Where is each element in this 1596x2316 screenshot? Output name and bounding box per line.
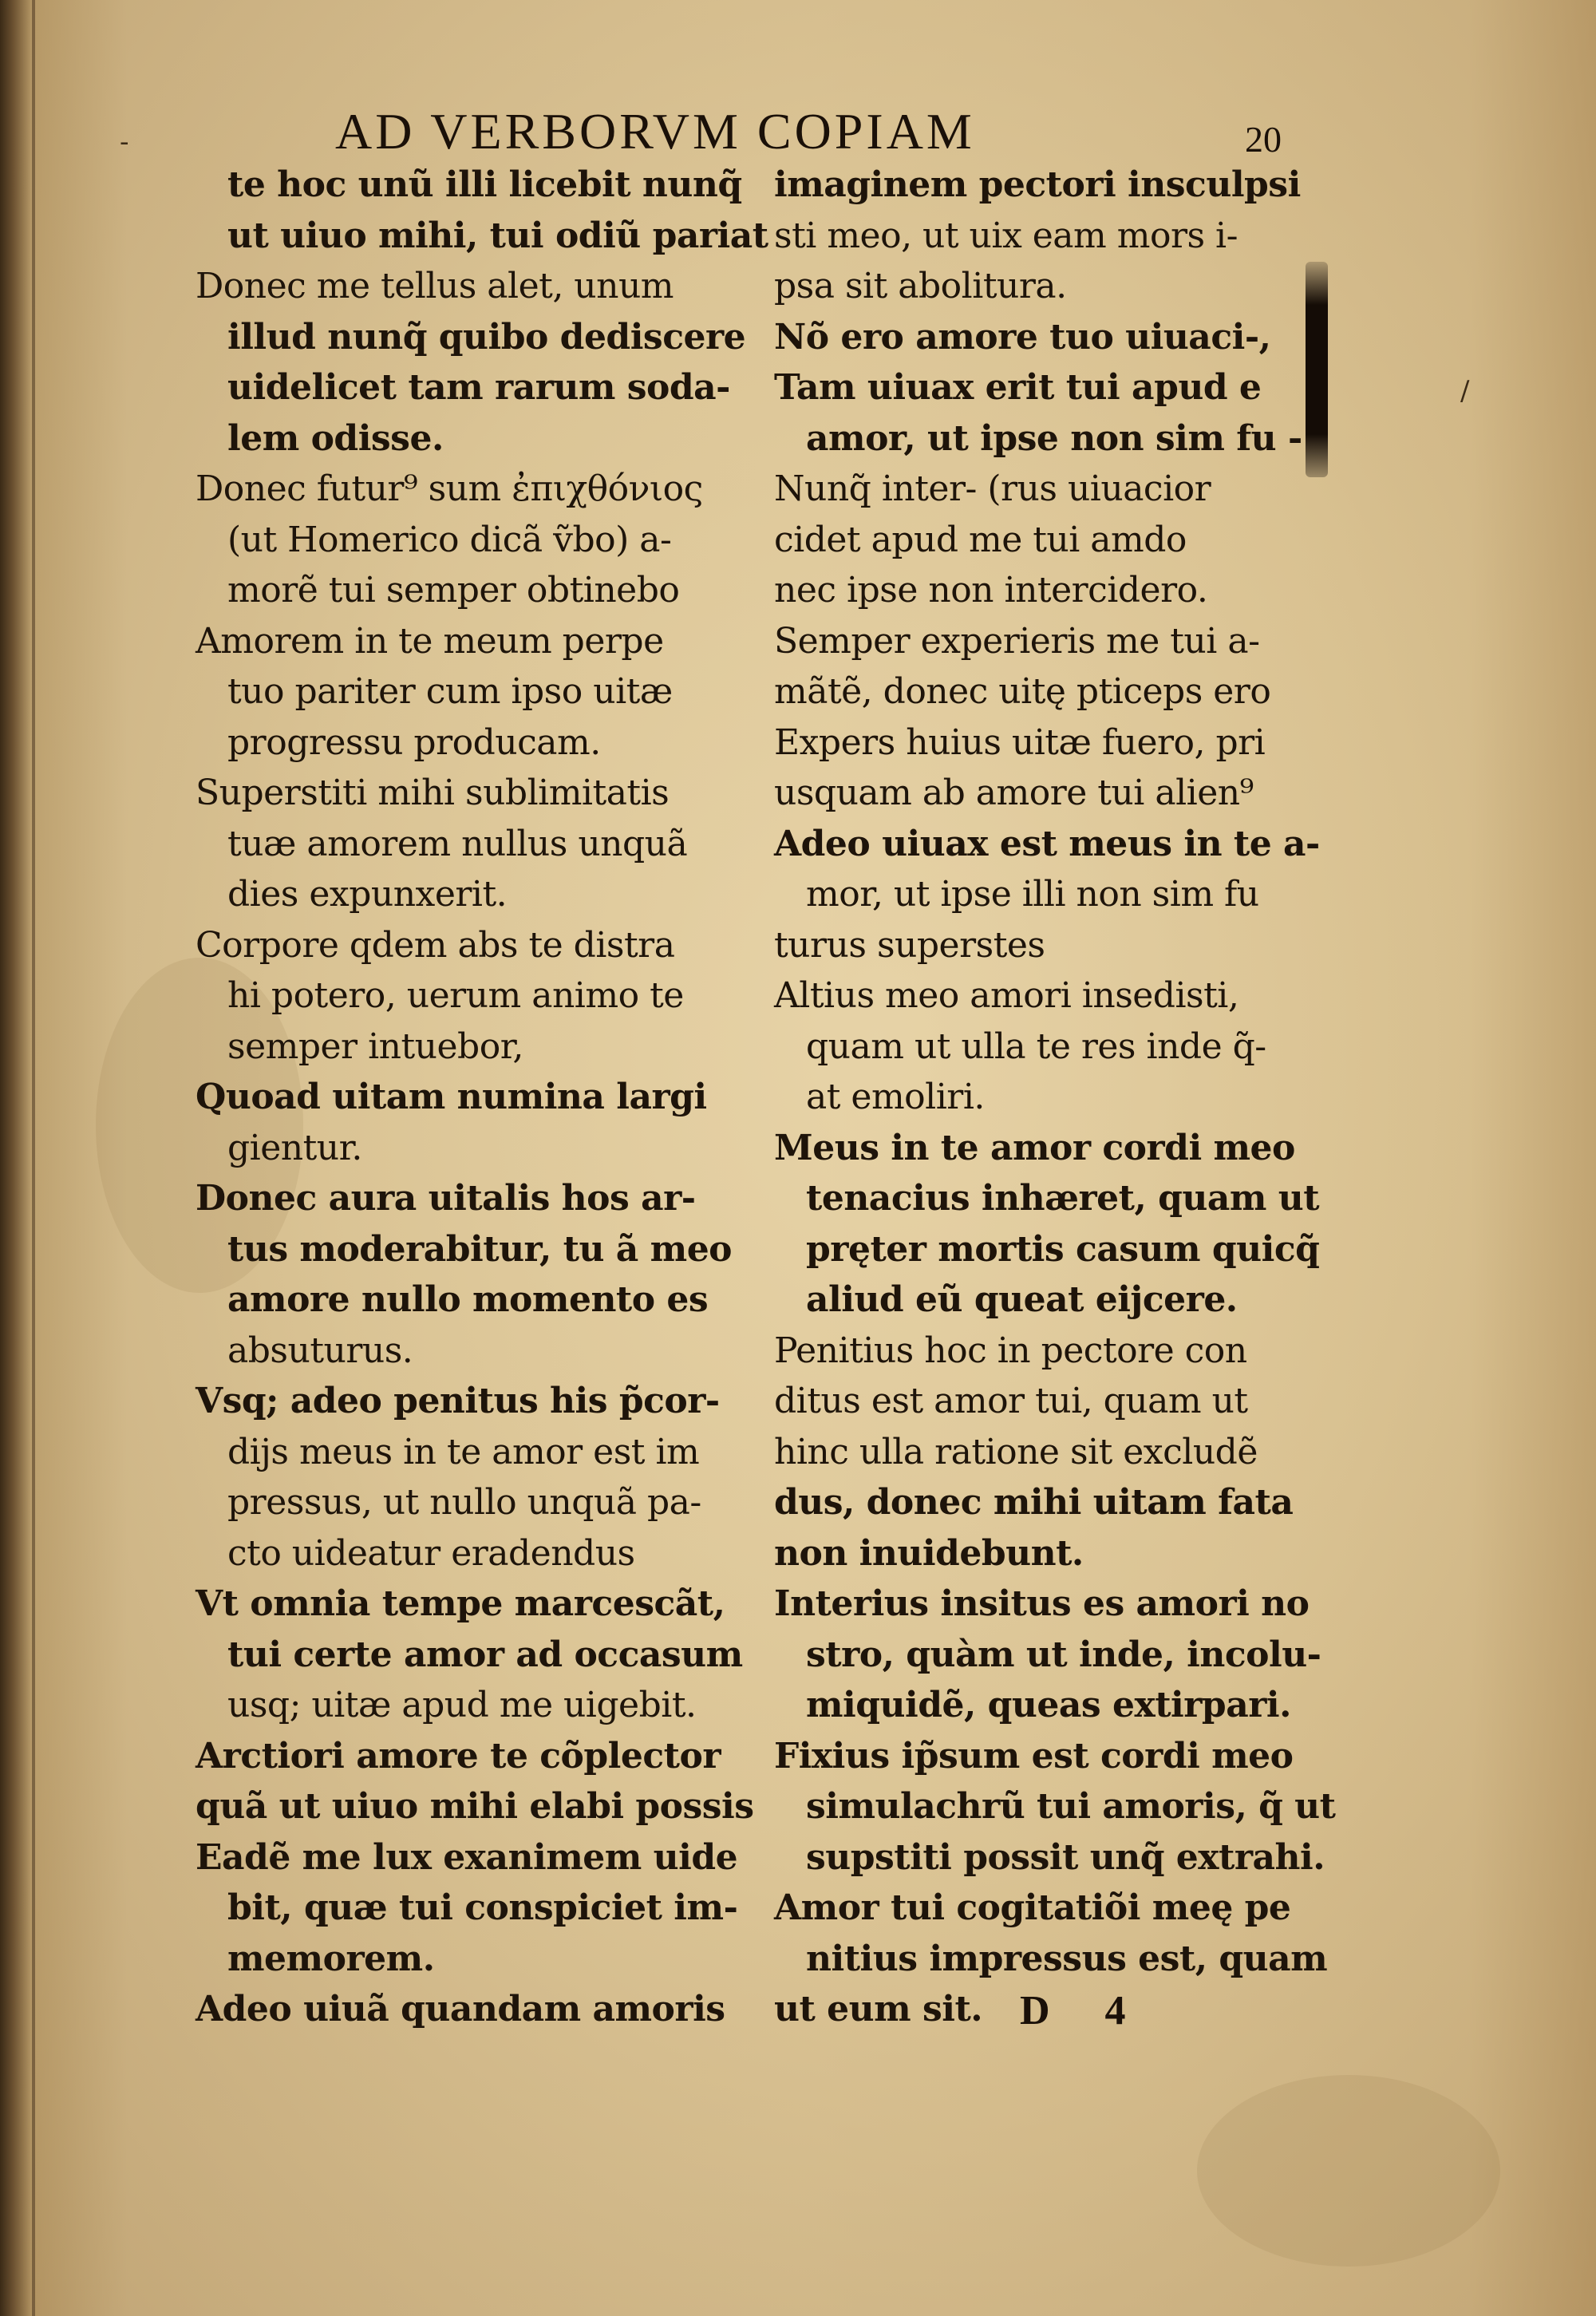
text-line: stro, quàm ut inde, incolu-	[806, 1634, 1321, 1675]
text-line: (ut Homerico dicã ṽbo) a-	[227, 519, 672, 560]
page-number: 20	[1245, 119, 1282, 160]
text-line: usq; uitæ apud me uigebit.	[227, 1685, 697, 1725]
text-line: Amorem in te meum perpe	[196, 620, 664, 662]
text-line: miquidẽ, queas extirpari.	[806, 1685, 1291, 1725]
text-line: mor, ut ipse illi non sim fu	[806, 874, 1259, 915]
text-line: Adeo uiuax est meus in te a-	[774, 823, 1320, 864]
text-line: nitius impressus est, quam	[806, 1938, 1328, 1979]
text-line: Nunq̃ inter- (rus uiuacior	[774, 468, 1211, 509]
text-line: ut eum sit.	[774, 1989, 983, 2029]
margin-mark: -	[120, 126, 129, 158]
text-line: cto uideatur eradendus	[227, 1532, 635, 1574]
text-line: Vt omnia tempe marcescãt,	[196, 1583, 725, 1624]
text-line: hinc ulla ratione sit excludẽ	[774, 1431, 1258, 1472]
margin-mark: /	[1460, 375, 1470, 407]
text-line: Semper experieris me tui a-	[774, 620, 1260, 662]
text-line: Amor tui cogitatiõi meę pe	[774, 1887, 1291, 1928]
text-line: semper intuebor,	[227, 1026, 523, 1067]
text-line: te hoc unũ illi licebit nunq̃	[227, 164, 742, 205]
text-line: non inuidebunt.	[774, 1532, 1084, 1574]
running-head: AD VERBORVM COPIAM	[335, 103, 975, 160]
text-line: quã ut uiuo mihi elabi possis	[196, 1786, 754, 1827]
text-line: uidelicet tam rarum soda-	[227, 367, 730, 408]
text-line: psa sit abolitura.	[774, 266, 1067, 306]
text-line: bit, quæ tui conspiciet im-	[227, 1887, 738, 1928]
text-line: Fixius ip̃sum est cordi meo	[774, 1735, 1294, 1777]
text-line: dus, donec mihi uitam fata	[774, 1482, 1294, 1523]
text-line: supstiti possit unq̃ extrahi.	[806, 1836, 1325, 1878]
text-line: Nõ ero amore tuo uiuaci-,	[774, 316, 1271, 358]
text-line: illud nunq̃ quibo dediscere	[227, 316, 746, 358]
text-line: tuo pariter cum ipso uitæ	[227, 671, 673, 712]
text-line: cidet apud me tui amdo	[774, 519, 1187, 560]
text-line: imaginem pectori insculpsi	[774, 164, 1301, 205]
text-line: dies expunxerit.	[227, 874, 508, 915]
signature-mark: D 4	[1020, 1988, 1148, 2033]
text-line: Corpore qdem abs te distra	[196, 924, 675, 966]
text-line: Penitius hoc in pectore con	[774, 1330, 1247, 1371]
text-line: tuæ amorem nullus unquã	[227, 823, 688, 864]
text-line: Arctiori amore te cõplector	[196, 1735, 721, 1777]
binding-gutter	[0, 0, 32, 2316]
text-line: simulachrũ tui amoris, q̃ ut	[806, 1786, 1336, 1827]
text-line: ut uiuo mihi, tui odiũ pariat	[227, 215, 768, 256]
text-line: pressus, ut nullo unquã pa-	[227, 1482, 701, 1523]
text-line: amor, ut ipse non sim fu -	[806, 417, 1302, 459]
text-line: Interius insitus es amori no	[774, 1583, 1310, 1624]
right-text-column	[774, 160, 1349, 2035]
text-line: Tam uiuax erit tui apud e	[774, 367, 1262, 408]
text-line: Expers huius uitæ fuero, pri	[774, 721, 1266, 763]
text-line: pręter mortis casum quicq̃	[806, 1228, 1320, 1270]
text-line: turus superstes	[774, 924, 1045, 966]
text-line: ditus est amor tui, quam ut	[774, 1381, 1248, 1421]
text-line: Donec futur⁹ sum ἐπιχθόνιος	[196, 468, 703, 509]
text-line: quam ut ulla te res inde q̃-	[806, 1026, 1266, 1067]
text-line: Quoad uitam numina largi	[196, 1077, 707, 1117]
text-line: dijs meus in te amor est im	[227, 1431, 700, 1472]
text-line: absuturus.	[227, 1330, 413, 1371]
text-line: Donec aura uitalis hos ar-	[196, 1178, 696, 1219]
text-line: at emoliri.	[806, 1077, 985, 1117]
text-line: Meus in te amor cordi meo	[774, 1127, 1295, 1168]
text-line: gientur.	[227, 1127, 362, 1168]
text-line: aliud eũ queat eijcere.	[806, 1279, 1238, 1320]
text-line: tui certe amor ad occasum	[227, 1634, 743, 1675]
text-line: Superstiti mihi sublimitatis	[196, 773, 670, 813]
text-line: tus moderabitur, tu ã meo	[227, 1228, 733, 1270]
text-line: hi potero, uerum animo te	[227, 975, 684, 1016]
text-line: Adeo uiuã quandam amoris	[196, 1989, 725, 2029]
text-line: sti meo, ut uix eam mors i-	[774, 215, 1238, 256]
text-line: Donec me tellus alet, unum	[196, 266, 674, 306]
text-line: usquam ab amore tui alien⁹	[774, 773, 1254, 813]
text-line: tenacius inhæret, quam ut	[806, 1178, 1320, 1219]
text-line: lem odisse.	[227, 417, 444, 459]
ink-blot-mark	[1306, 262, 1328, 477]
text-line: Altius meo amori insedisti,	[774, 975, 1239, 1016]
text-line: Vsq; adeo penitus his p̃cor-	[196, 1381, 720, 1421]
text-line: progressu producam.	[227, 721, 601, 763]
page-edge-line	[32, 0, 35, 2316]
text-line: Eadẽ me lux exanimem uide	[196, 1836, 738, 1878]
text-line: mãtẽ, donec uitę pticeps ero	[774, 671, 1271, 712]
text-line: nec ipse non intercidero.	[774, 570, 1208, 611]
text-line: amore nullo momento es	[227, 1279, 709, 1320]
paper-stain	[1197, 2075, 1500, 2267]
left-text-column	[196, 160, 770, 2035]
text-line: morẽ tui semper obtinebo	[227, 570, 680, 611]
text-line: memorem.	[227, 1938, 435, 1979]
